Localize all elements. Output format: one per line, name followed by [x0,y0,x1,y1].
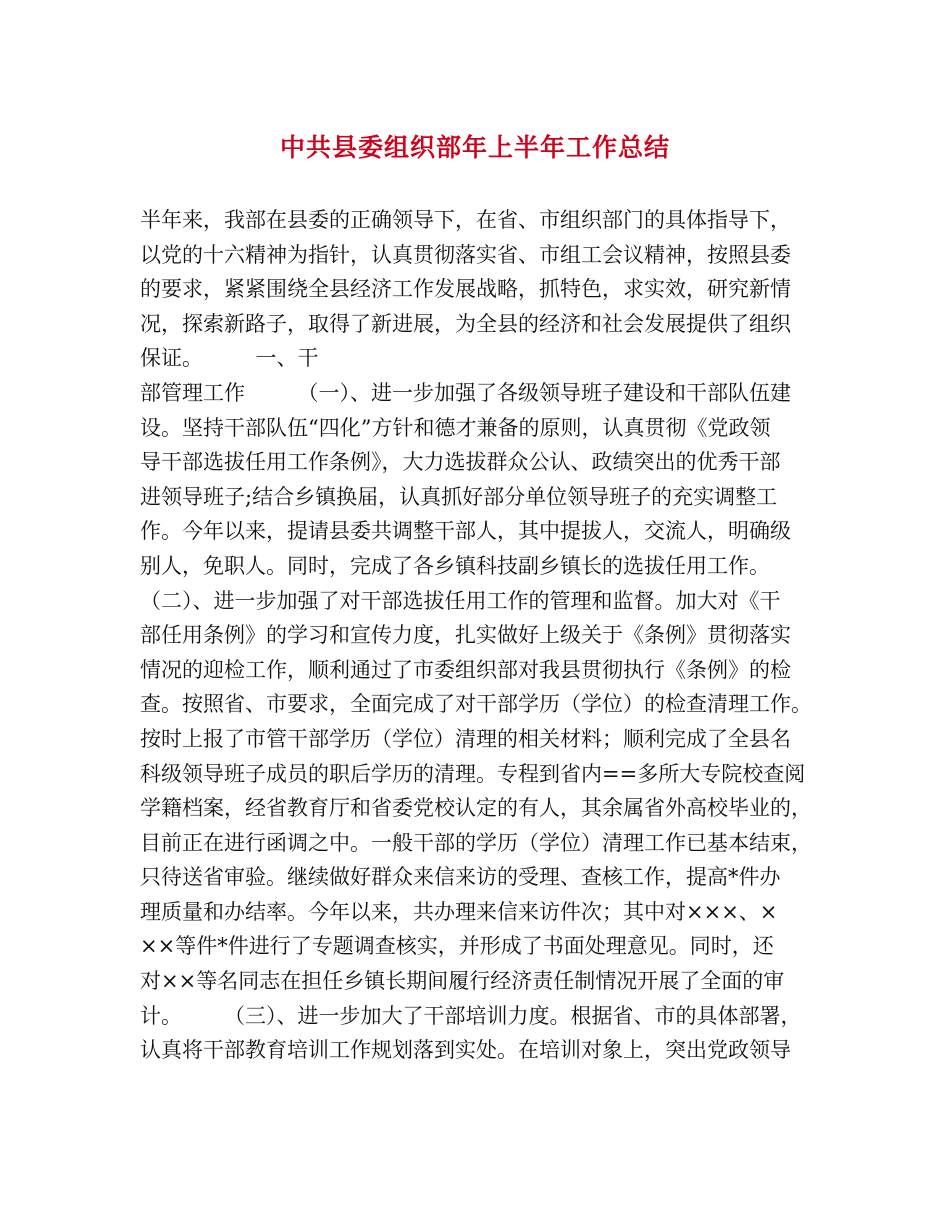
body-line: 理质量和办结率。今年以来，共办理来信来访件次；其中对×××、× [140,899,778,924]
body-line: 半年来，我部在县委的正确领导下，在省、市组织部门的具体指导下， [140,208,791,232]
document-title: 中共县委组织部年上半年工作总结 [279,133,670,162]
body-line: 保证。 一、干 [140,346,319,371]
body-line: 科级领导班子成员的职后学历的清理。专程到省内==多所大专院校查阅 [140,761,806,786]
body-line: 况，探索新路子，取得了新进展，为全县的经济和社会发展提供了组织 [140,311,791,336]
body-line: 计。 （三）、进一步加大了干部培训力度。根据省、市的具体部署， [140,1003,802,1028]
body-line: （二）、进一步加强了对干部选拔任用工作的管理和监督。加大对《干 [140,588,781,613]
body-line: 别人，免职人。同时，完成了各乡镇科技副乡镇长的选拔任用工作。 [140,553,770,578]
body-line: 设。坚持干部队伍“四化”方针和德才兼备的原则，认真贯彻《党政领 [140,415,771,440]
body-line: 导干部选拔任用工作条例》，大力选拔群众公认、政绩突出的优秀干部 [140,450,781,475]
document-body [140,203,830,1068]
body-line: 目前正在进行函调之中。一般干部的学历（学位）清理工作已基本结束， [140,830,812,855]
body-line: 进领导班子;结合乡镇换届，认真抓好部分单位领导班子的充实调整工 [140,484,778,509]
body-line: 只待送省审验。继续做好群众来信来访的受理、查核工作，提高*件办 [140,865,781,890]
body-line: 部管理工作 （一）、进一步加强了各级领导班子建设和干部队伍建 [140,380,791,405]
body-line: 对××等名同志在担任乡镇长期间履行经济责任制情况开展了全面的审 [140,969,785,994]
body-line: 作。今年以来，提请县委共调整干部人，其中提拔人，交流人，明确级 [140,519,791,544]
body-line: 以党的十六精神为指针，认真贯彻落实省、市组工会议精神，按照县委 [140,242,791,267]
body-line: 认真将干部教育培训工作规划落到实处。在培训对象上，突出党政领导 [140,1038,791,1063]
body-line: ××等件*件进行了专题调查核实，并形成了书面处理意见。同时，还 [140,934,774,959]
body-line: 的要求，紧紧围绕全县经济工作发展战略，抓特色，求实效，研究新情 [140,277,791,302]
body-line: 按时上报了市管干部学历（学位）清理的相关材料；顺利完成了全县名 [140,726,791,751]
body-line: 查。按照省、市要求，全面完成了对干部学历（学位）的检查清理工作。 [140,692,812,717]
body-line: 部任用条例》的学习和宣传力度，扎实做好上级关于《条例》贯彻落实 [140,623,791,648]
body-line: 学籍档案，经省教育厅和省委党校认定的有人，其余属省外高校毕业的， [140,796,812,821]
body-line: 情况的迎检工作，顺利通过了市委组织部对我县贯彻执行《条例》的检 [140,657,791,682]
